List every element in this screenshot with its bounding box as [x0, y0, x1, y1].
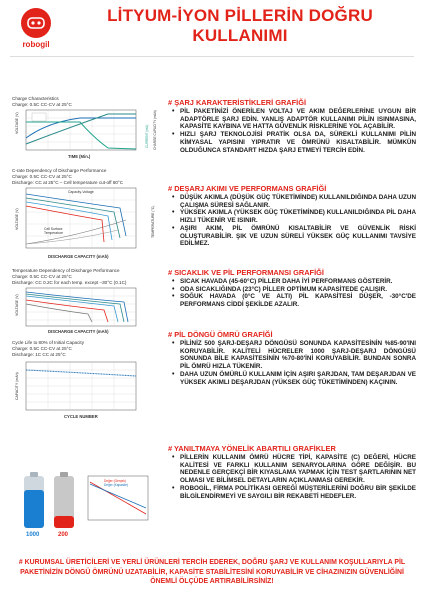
brand-logo — [14, 8, 58, 49]
brand-name: robogil — [22, 40, 50, 49]
title-divider — [10, 56, 414, 57]
battery-comparison-graphic — [8, 468, 160, 546]
section-discharge-current: # DEŞARJ AKIMI VE PERFORMANS GRAFİĞİ • DÜŞÜK AKIMLA (DÜŞÜK GÜÇ TÜKETİMİNDE) KULLANILDIĞINDA DAHA UZUN ÇALIŞMA SÜRESİ SAĞLANIR. • YÜKSEK AKIMLA (YÜKSEK GÜÇ TÜKETİMİNDE) KULLANILDIĞINDA PİL DAHA HIZLI TÜKENİR VE ISINIR. • AŞIRI AKIM, PİL ÖMRÜNÜ KISALTABİLİR VE GÜVENLİK RİSKİ OLUŞTURABİLİR. ŞIK VE UZUN SÜRELİ YÜKSEK GÜÇ KULLANIMI TAVSİYE EDİLMEZ. — [168, 184, 416, 248]
section-heading: DEŞARJ AKIMI VE PERFORMANS GRAFİĞİ — [174, 184, 327, 193]
list-item: • ROBOGİL, FİRMA POLİTİKASI GEREĞİ MÜŞTERİLERİNİ DOĞRU BİR ŞEKİLDE BİLGİLENDİRMEYİ VE SAYGILI BİR REKABETİ HEDEFLER. — [180, 485, 416, 500]
section-heading: ŞARJ KARAKTERİSTİKLERİ GRAFİĞİ — [174, 98, 306, 107]
svg-text:VOLTAGE (V): VOLTAGE (V) — [15, 294, 19, 316]
list-item: • PİLLERİN KULLANIM ÖMRÜ HÜCRE TİPİ, KAPASİTE (C) DEĞERİ, HÜCRE KALİTESİ VE FARKLI KULLANIM SENARYOLARINA GÖRE DEĞİŞİR. BU NEDENLE GERÇEKÇİ BİR KIYASLAMA YAPMAK İÇİN TEST ŞARTLARININ NET OLMASI VE BİLİMSEL DETAYLARIN AÇIKLANMASI GEREKİR. — [180, 454, 416, 485]
footer-note: # KURUMSAL ÜRETİCİLERİ VE YERLİ ÜRÜNLERİ TERCİH EDEREK, DOĞRU ŞARJ VE KULLANIM KOŞULLARIYLA PİL PAKETİNİZİN DÖNGÜ ÖMRÜNÜ UZATABİLİR, KAPASİTE STABİLİTESİNİ KORUYABİLİR VE CİHAZINIZIN GÜVENLİĞİNİ ÖNEMLİ ÖLÇÜDE ARTIRABİLİRSİNİZ! — [18, 559, 406, 585]
list-item: • DÜŞÜK AKIMLA (DÜŞÜK GÜÇ TÜKETİMİNDE) KULLANILDIĞINDA DAHA UZUN ÇALIŞMA SÜRESİ SAĞLANIR. — [180, 194, 416, 209]
svg-text:CHARGE CAPACITY (mAh): CHARGE CAPACITY (mAh) — [153, 110, 157, 150]
robogil-logo-icon — [21, 8, 51, 38]
charge-plot — [8, 108, 160, 160]
list-item: • SOĞUK HAVADA (0°C VE ALTI) PİL KAPASİTESİ DÜŞER, -30°C'DE PERFORMANS CİDDİ ŞEKİLDE AZALIR. — [180, 293, 416, 308]
list-item: • PİLİNİZ 500 ŞARJ-DEŞARJ DÖNGÜSÜ SONUNDA KAPASİTESİNİN %85-90'INI KORUYABİLİR. KALİTELİ HÜCRELER 1000 ŞARJ-DEŞARJ DÖNGÜSÜ SONUNDA BİLE KAPASİTESİNİN %70-80'İNİ KORUYABİLİR. BUNDAN SONRA PİL ÖMRÜ HIZLA TÜKENİR. — [180, 340, 416, 371]
cycle-plot — [8, 360, 160, 424]
svg-text:TIME (Min.): TIME (Min.) — [68, 154, 91, 159]
list-item: • DAHA UZUN ÖMÜRLÜ KULLANIM İÇİN AŞIRI ŞARJDAN, TAM DEŞARJDAN VE YÜKSEK AKIMLI DEŞARJDAN (YÜKSEK GÜÇ TÜKETİMİNDEN) KAÇININ. — [180, 371, 416, 386]
section-list — [168, 108, 416, 154]
page-title: LİTYUM-İYON PİLLERİN DOĞRU KULLANIMI — [107, 6, 373, 45]
list-item: • PİL PAKETİNİZİ ÖNERİLEN VOLTAJ VE AKIM DEĞERLERİNE UYGUN BİR ADAPTÖRLE ŞARJ EDİN. YANLIŞ ADAPTÖR KULLANIMI PİLİN ISINMASINA, KAPASİTE KAYBINA VE HATTA GÜVENLİK RİSKLERİNE YOL AÇABİLİR. — [180, 108, 416, 131]
list-item: • YÜKSEK AKIMLA (YÜKSEK GÜÇ TÜKETİMİNDE) KULLANILDIĞINDA PİL DAHA HIZLI TÜKENİR VE ISINIR. — [180, 209, 416, 224]
section-misleading-charts: # YANILTMAYA YÖNELİK ABARTILI GRAFİKLER • PİLLERİN KULLANIM ÖMRÜ HÜCRE TİPİ, KAPASİTE (C) DEĞERİ, HÜCRE KALİTESİ VE FARKLI KULLANIM SENARYOLARINA GÖRE DEĞİŞİR. BU NEDENLE GERÇEKÇİ BİR KIYASLAMA YAPMAK İÇİN TEST ŞARTLARININ NET OLMASI VE BİLİMSEL DETAYLARIN AÇIKLANMASI GEREKİR. • ROBOGİL, FİRMA POLİTİKASI GEREĞİ MÜŞTERİLERİNİ DOĞRU BİR ŞEKİLDE BİLGİLENDİRMEYİ VE SAYGILI BİR REKABETİ HEDEFLER. — [168, 444, 416, 500]
svg-text:200: 200 — [58, 532, 69, 538]
section-heading: PİL DÖNGÜ ÖMRÜ GRAFİĞİ — [174, 330, 273, 339]
svg-text:CAPACITY (mAh): CAPACITY (mAh) — [15, 372, 19, 400]
svg-text:Temperature: Temperature — [44, 231, 64, 235]
list-item: • SICAK HAVADA (45-60°C) PİLLER DAHA İYİ PERFORMANS GÖSTERİR. — [180, 278, 416, 286]
svg-text:Değer (Kapasite): Değer (Kapasite) — [104, 483, 129, 487]
battery-comparison — [8, 468, 160, 546]
temperature-discharge-chart: Temperature Dependency of Discharge Performance Charge: 0.5C CC-CV at 25°C Discharge: CC 0.2C for each temp. except –30°C (0.1C) VOLTAGE (V) DISCHARGE CAPACITY (mAh) — [8, 268, 160, 334]
svg-text:Cell Surface: Cell Surface — [44, 227, 63, 231]
crate-plot — [8, 186, 160, 262]
list-item: • HIZLI ŞARJ TEKNOLOJİSİ PRATİK OLSA DA, SÜREKLİ KULLANIMI PİLİN KİMYASAL YAPISINI YIPRATIR VE ÖMRÜNÜ KISALTABİLİR. MÜMKÜN OLDUĞUNCA STANDART HIZDA ŞARJ ETMEYİ TERCİH EDİN. — [180, 131, 416, 154]
list-item: • ODA SICAKLIĞINDA (23°C) PİLLER OPTİMUM KAPASİTEDE ÇALIŞIR. — [180, 286, 416, 294]
section-cycle-life: # PİL DÖNGÜ ÖMRÜ GRAFİĞİ • PİLİNİZ 500 ŞARJ-DEŞARJ DÖNGÜSÜ SONUNDA KAPASİTESİNİN %85-90'INI KORUYABİLİR. KALİTELİ HÜCRELER 1000 ŞARJ-DEŞARJ DÖNGÜSÜ SONUNDA BİLE KAPASİTESİNİN %70-80'İNİ KORUYABİLİR. BUNDAN SONRA PİL ÖMRÜ HIZLA TÜKENİR. • DAHA UZUN ÖMÜRLÜ KULLANIM İÇİN AŞIRI ŞARJDAN, TAM DEŞARJDAN VE YÜKSEK AKIMLI DEŞARJDAN (YÜKSEK GÜÇ TÜKETİMİNDEN) KAÇININ. — [168, 330, 416, 386]
svg-text:VOLTAGE (V): VOLTAGE (V) — [15, 208, 19, 230]
svg-text:CYCLE NUMBER: CYCLE NUMBER — [64, 414, 98, 419]
chart-subtitle: Charge: 0.5C CC-CV at 25°C — [12, 102, 72, 107]
svg-text:1000: 1000 — [26, 532, 40, 538]
list-item: • AŞIRI AKIM, PİL ÖMRÜNÜ KISALTABİLİR VE GÜVENLİK RİSKİ OLUŞTURABİLİR. ŞIK VE UZUN SÜRELİ YÜKSEK GÜÇ KULLANIMI TAVSİYE EDİLMEZ. — [180, 225, 416, 248]
svg-text:CURRENT (mA): CURRENT (mA) — [145, 124, 149, 148]
temp-plot — [8, 286, 160, 336]
section-temperature: # SICAKLIK VE PİL PERFORMANSI GRAFİĞİ • SICAK HAVADA (45-60°C) PİLLER DAHA İYİ PERFORMANS GÖSTERİR. • ODA SICAKLIĞINDA (23°C) PİLLER OPTİMUM KAPASİTEDE ÇALIŞIR. • SOĞUK HAVADA (0°C VE ALTI) PİL KAPASİTESİ DÜŞER, -30°C'DE PERFORMANS CİDDİ ŞEKİLDE AZALIR. — [168, 268, 416, 309]
charge-characteristics-chart — [8, 96, 160, 159]
section-heading: SICAKLIK VE PİL PERFORMANSI GRAFİĞİ — [174, 268, 324, 277]
svg-text:TEMPERATURE (°C): TEMPERATURE (°C) — [151, 205, 155, 238]
crate-discharge-chart: C-rate Dependency of Discharge Performance Charge: 0.5C CC-CV at 25°C Discharge: CC at 25°C – Cell temperature cut-off 80°C Capacity-Voltage Cell Surface Temperature VOLTAGE (V) DISCHARGE CAPACITY (mAh) TEMPERATURE (°C) — [8, 168, 160, 260]
svg-text:Capacity-Voltage: Capacity-Voltage — [68, 190, 94, 194]
svg-text:DISCHARGE CAPACITY (mAh): DISCHARGE CAPACITY (mAh) — [48, 254, 109, 259]
section-charge-characteristics: # ŞARJ KARAKTERİSTİKLERİ GRAFİĞİ • PİL PAKETİNİZİ ÖNERİLEN VOLTAJ VE AKIM DEĞERLERİNE UYGUN BİR ADAPTÖRLE ŞARJ EDİN. YANLIŞ ADAPTÖR KULLANIMI PİLİN ISINMASINA, KAPASİTE KAYBINA VE HATTA GÜVENLİK RİSKLERİNE YOL AÇABİLİR. • HIZLI ŞARJ TEKNOLOJİSİ PRATİK OLSA DA, SÜREKLİ KULLANIMI PİLİN KİMYASAL YAPISINI YIPRATIR VE ÖMRÜNÜ KISALTABİLİR. MÜMKÜN OLDUĞUNCA STANDART HIZDA ŞARJ ETMEYİ TERCİH EDİN. — [168, 98, 416, 154]
cycle-life-chart: Cycle Life to 80% of Initial Capacity Charge: 0.5C CC-CV at 25°C Discharge: 1C CC at 25°C CAPACITY (mAh) CYCLE NUMBER — [8, 340, 160, 422]
section-heading: YANILTMAYA YÖNELİK ABARTILI GRAFİKLER — [174, 444, 336, 453]
svg-text:DISCHARGE CAPACITY (mAh): DISCHARGE CAPACITY (mAh) — [48, 329, 109, 334]
svg-text:Değer (Gerçek): Değer (Gerçek) — [104, 479, 126, 483]
svg-text:VOLTAGE (V): VOLTAGE (V) — [15, 112, 19, 134]
chart-title: Charge Characteristics — [12, 96, 59, 101]
